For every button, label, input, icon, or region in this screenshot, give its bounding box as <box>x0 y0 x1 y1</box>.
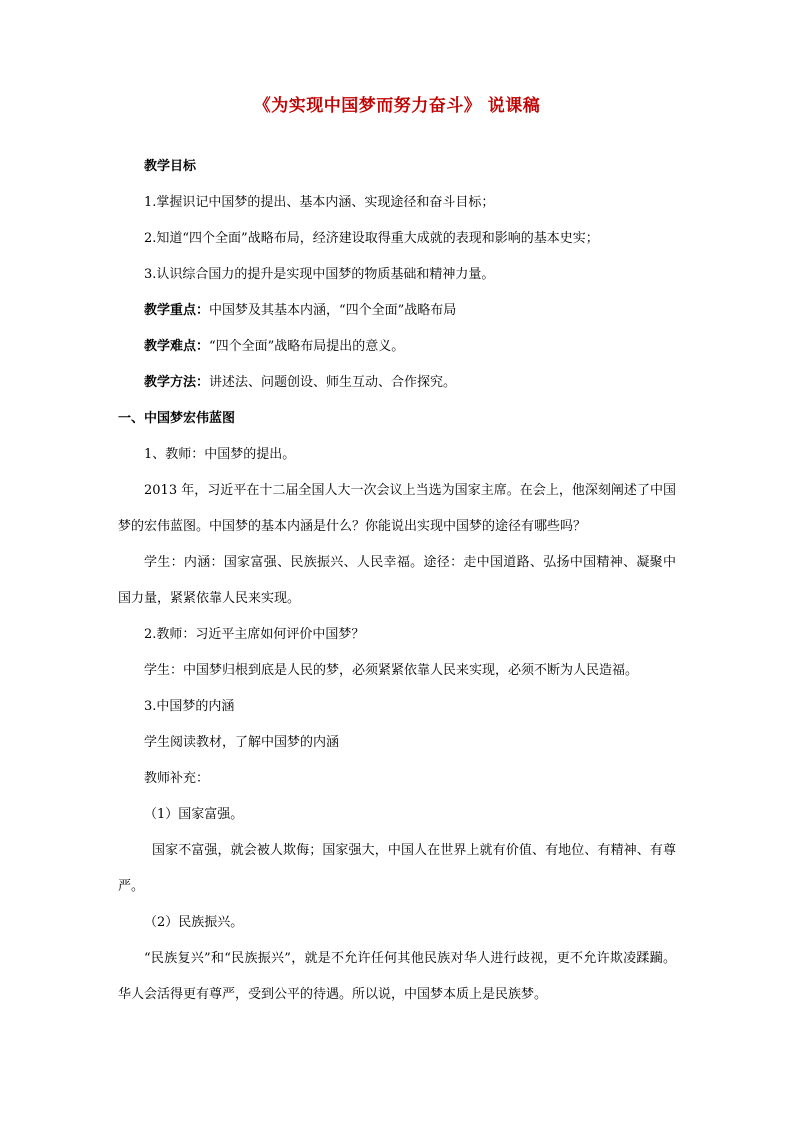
methods <box>118 365 676 401</box>
paragraph: 1、教师：中国梦的提出。 <box>144 447 296 462</box>
paragraph: 3.中国梦的内涵 <box>144 699 235 714</box>
objective-item: 1.掌握识记中国梦的提出、基本内涵、实现途径和奋斗目标； <box>144 195 495 210</box>
paragraph: （1）国家富强。 <box>144 807 244 822</box>
paragraph: 教师补充： <box>144 771 210 786</box>
objective-item: 2.知道“四个全面”战略布局，经济建设取得重大成就的表现和影响的基本史实； <box>144 231 599 246</box>
paragraph: 国家不富强，就会被人欺侮；国家强大，中国人在世界上就有价值、有地位、有精神、有尊严。 <box>118 843 676 894</box>
difficulty-text: “四个全面”战略布局提出的意义。 <box>209 339 405 354</box>
methods-text: 讲述法、问题创设、师生互动、合作探究。 <box>209 375 457 390</box>
paragraph: （2）民族振兴。 <box>144 915 244 930</box>
paragraph: 学生阅读教材，了解中国梦的内涵 <box>144 735 340 750</box>
section-heading: 一、中国梦宏伟蓝图 <box>118 411 236 426</box>
paragraph: 学生：中国梦归根到底是人民的梦，必须紧紧依靠人民来实现，必须不断为人民造福。 <box>144 663 639 678</box>
difficulty <box>118 329 676 365</box>
paragraph: 2.教师：习近平主席如何评价中国梦？ <box>144 627 365 642</box>
objectives-heading: 教学目标 <box>144 159 197 174</box>
document-title: 《为实现中国梦而努力奋斗》 说课稿 <box>253 96 541 116</box>
key-points <box>118 293 676 329</box>
paragraph: 学生：内涵：国家富强、民族振兴、人民幸福。途径：走中国道路、弘扬中国精神、凝聚中国力量，紧紧依靠人民来实现。 <box>118 555 676 606</box>
key-points-text: 中国梦及其基本内涵，“四个全面”战略布局 <box>209 303 457 318</box>
objective-item: 3.认识综合国力的提升是实现中国梦的物质基础和精神力量。 <box>144 267 495 282</box>
methods-label: 教学方法： <box>144 375 210 390</box>
key-points-label: 教学重点： <box>144 303 210 318</box>
difficulty-label: 教学难点： <box>144 339 210 354</box>
paragraph: “民族复兴”和“民族振兴”，就是不允许任何其他民族对华人进行歧视，更不允许欺凌蹂躏。华人会活得更有尊严，受到公平的待遇。所以说，中国梦本质上是民族梦。 <box>118 951 676 1002</box>
paragraph: 2013 年，习近平在十二届全国人大一次会议上当选为国家主席。在会上，他深刻阐述了中国梦的宏伟蓝图。中国梦的基本内涵是什么？你能说出实现中国梦的途径有哪些吗？ <box>118 483 676 534</box>
